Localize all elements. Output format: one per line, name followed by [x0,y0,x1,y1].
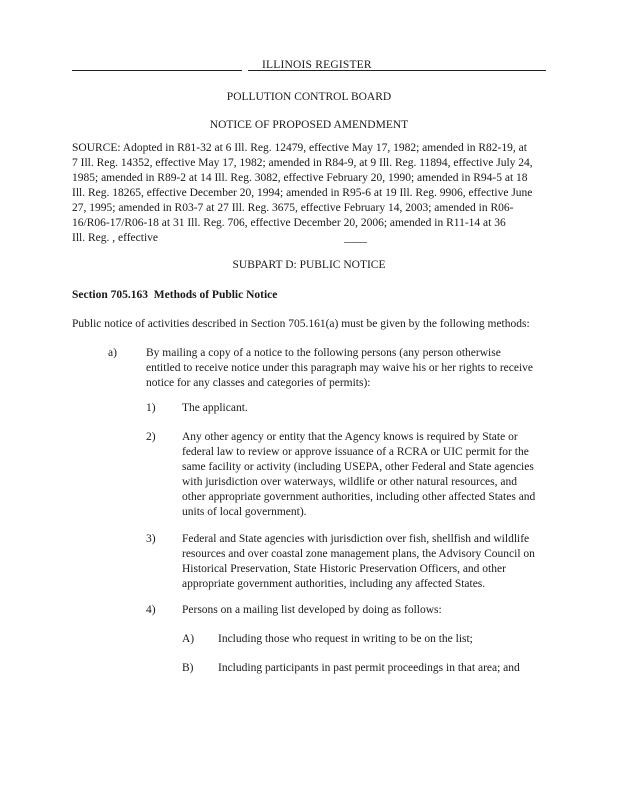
header-rule-left [72,70,242,71]
subitem-2-line: federal law to review or approve issuance of a RCRA or UIC permit for the [182,446,529,458]
subitem-2-line: units of local government). [182,506,307,518]
source-line: Ill. Reg. 18265, effective December 20, 1994; amended in R95-6 at 19 Ill. Reg. 9906, effective June [72,187,533,199]
source-line: 16/R06-17/R06-18 at 31 Ill. Reg. 706, effective December 20, 2006; amended in R11-14 at 36 [72,217,506,229]
board-title: POLLUTION CONTROL BOARD [226,91,392,103]
subsubitem-a-text: Including those who request in writing to be on the list; [218,633,473,645]
subitem-2-line: Any other agency or entity that the Agency knows is required by State or [182,431,518,443]
notice-title: NOTICE OF PROPOSED AMENDMENT [209,119,409,131]
subitem-3-marker: 3) [146,533,156,545]
subitem-2-marker: 2) [146,431,156,443]
source-line: 7 Ill. Reg. 14352, effective May 17, 1982; amended in R84-9, at 9 Ill. Reg. 11894, effective July 24, [72,157,533,169]
subsubitem-b-marker: B) [182,662,194,674]
section-number: Section 705.163 [72,289,149,301]
source-trailing-blank: ____ [344,232,367,244]
source-line: 27, 1995; amended in R03-7 at 27 Ill. Reg. 3675, effective February 14, 2003; amended in R06- [72,202,514,214]
subitem-2-line: same facility or activity (including USEPA, other Federal and State agencies [182,461,534,473]
subitem-3-line: Historical Preservation, State Historic Preservation Officers, and other [182,563,506,575]
source-line: 1985; amended in R89-2 at 14 Ill. Reg. 3082, effective February 20, 1990; amended in R94-5 at 18 [72,172,528,184]
section-heading [72,288,277,303]
header-rule-gap [248,70,262,71]
section-title: Methods of Public Notice [153,289,278,301]
subitem-3-line: Federal and State agencies with jurisdiction over fish, shellfish and wildlife [182,533,530,545]
subpart-heading: SUBPART D: PUBLIC NOTICE [232,259,386,271]
subitem-1-marker: 1) [146,402,156,414]
item-a-line: notice for any classes and categories of permits): [146,377,371,389]
subitem-1-line: The applicant. [182,402,248,414]
subitem-3-line: appropriate government authorities, including any affected States. [182,578,486,590]
source-line: SOURCE: Adopted in R81-32 at 6 Ill. Reg. 12479, effective May 17, 1982; amended in R82-19, at [72,142,527,154]
item-a-marker: a) [108,347,117,359]
subsubitem-b-text: Including participants in past permit proceedings in that area; and [218,662,520,674]
register-title: ILLINOIS REGISTER [262,59,372,71]
subitem-2-line: other appropriate government authorities, including other affected States and [182,491,536,503]
source-line: Ill. Reg. , effective [72,232,159,244]
intro-paragraph: Public notice of activities described in Section 705.161(a) must be given by the following methods: [72,318,530,330]
subitem-4-marker: 4) [146,604,156,616]
subitem-4-line: Persons on a mailing list developed by doing as follows: [182,604,442,616]
subsubitem-a-marker: A) [182,633,195,645]
item-a-line: entitled to receive notice under this paragraph may waive his or her rights to receive [146,362,534,374]
item-a-line: By mailing a copy of a notice to the following persons (any person otherwise [146,347,501,359]
subitem-2-line: with jurisdiction over waterways, wildlife or other natural resources, and [182,476,517,488]
header-rule-right [262,70,546,71]
subitem-3-line: resources and over coastal zone management plans, the Advisory Council on [182,548,535,560]
